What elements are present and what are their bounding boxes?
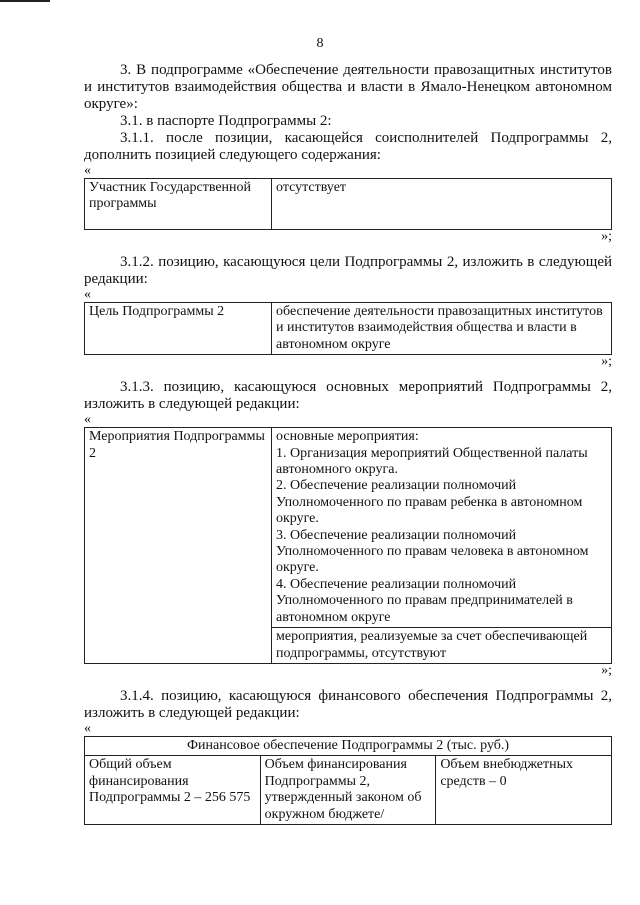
- table-activities-main: [272, 428, 612, 628]
- table-finance-total: Общий объем финансирования Подпрограммы 2 – 256 575: [85, 756, 261, 825]
- page-number: 8: [316, 36, 324, 51]
- paragraph-3-1-3: 3.1.3. позицию, касающуюся основных мероприятий Подпрограммы 2, изложить в следующей редакции:: [84, 379, 612, 413]
- table-participant-value: отсутствует: [272, 179, 612, 230]
- activities-line: основные мероприятия:: [276, 429, 419, 445]
- table-goal: [84, 302, 612, 355]
- table-finance-budget: Объем финансирования Подпрограммы 2, утвержденный законом об окружном бюджете/: [260, 756, 436, 825]
- paragraph-3-1-2: 3.1.2. позицию, касающуюся цели Подпрограммы 2, изложить в следующей редакции:: [84, 254, 612, 287]
- paragraph-3-1-1: 3.1.1. после позиции, касающейся соисполнителей Подпрограммы 2, дополнить позицией следующего содержания:: [84, 130, 612, 163]
- paragraph-3-1: 3.1. в паспорте Подпрограммы 2:: [120, 113, 332, 129]
- quote-open: «: [84, 287, 91, 302]
- table-activities-label: Мероприятия Подпрограммы 2: [85, 428, 272, 664]
- activities-line: 4. Обеспечение реализации полномочий Уполномоченного по правам предпринимателей в автономном округе: [276, 576, 573, 625]
- table-activities: [84, 427, 612, 664]
- activities-line: 1. Организация мероприятий Общественной палаты автономного округа.: [276, 445, 588, 478]
- top-rule: [0, 0, 50, 2]
- document-body: [84, 62, 612, 825]
- quote-open: «: [84, 163, 91, 178]
- quote-close: »;: [601, 354, 612, 370]
- quote-open: «: [84, 412, 91, 428]
- table-finance-header: Финансовое обеспечение Подпрограммы 2 (тыс. руб.): [85, 736, 612, 755]
- activities-line: 3. Обеспечение реализации полномочий Уполномоченного по правам человека в автономном округе.: [276, 527, 589, 576]
- table-finance-extrabudget: Объем внебюджетных средств – 0: [436, 756, 612, 825]
- quote-close: »;: [601, 662, 612, 678]
- table-goal-label: Цель Подпрограммы 2: [85, 303, 272, 355]
- table-participant-label: Участник Государственной программы: [85, 179, 272, 230]
- paragraph-3-1-4: 3.1.4. позицию, касающуюся финансового обеспечения Подпрограммы 2, изложить в следующей редакции:: [84, 687, 612, 721]
- quote-close: »;: [601, 229, 612, 244]
- quote-open: «: [84, 720, 91, 736]
- table-goal-value: обеспечение деятельности правозащитных институтов и институтов взаимодействия общества и власти в автономном округе: [272, 303, 612, 355]
- table-finance: [84, 736, 612, 825]
- table-activities-secondary: мероприятия, реализуемые за счет обеспечивающей подпрограммы, отсутствуют: [272, 628, 612, 664]
- paragraph-3: 3. В подпрограмме «Обеспечение деятельности правозащитных институтов и институтов взаимодействия общества и власти в Ямало-Ненецком автономном округе»:: [84, 62, 612, 112]
- table-participant: [84, 178, 612, 230]
- activities-line: 2. Обеспечение реализации полномочий Уполномоченного по правам ребенка в автономном округе.: [276, 478, 583, 527]
